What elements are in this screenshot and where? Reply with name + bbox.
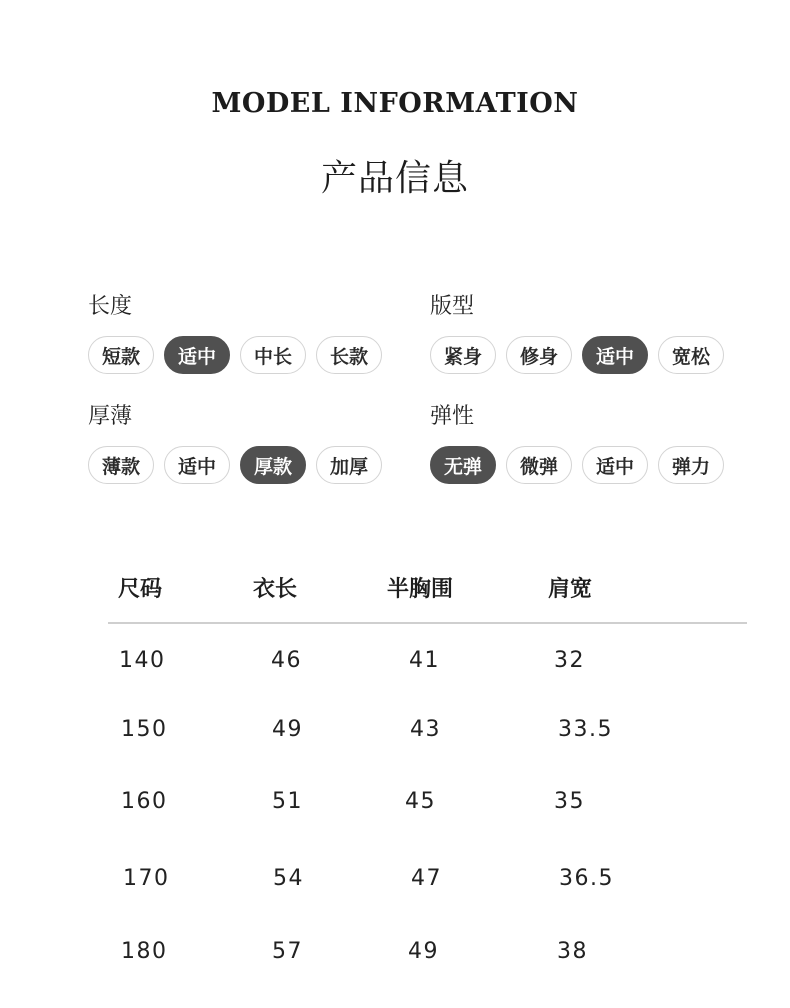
option-no-stretch[interactable]: 无弹 — [430, 446, 496, 484]
attr-thickness — [88, 402, 392, 484]
table-cell: 45 — [405, 789, 436, 814]
attr-thickness-label: 厚薄 — [88, 404, 133, 429]
table-cell: 32 — [554, 648, 585, 673]
table-cell: 49 — [272, 717, 303, 742]
option-loose[interactable]: 宽松 — [658, 336, 724, 374]
attr-elasticity — [430, 402, 734, 484]
table-cell: 57 — [272, 939, 303, 964]
table-cell: 35 — [554, 789, 585, 814]
title-chinese: 产品信息 — [320, 158, 469, 199]
table-cell: 38 — [557, 939, 588, 964]
attr-elasticity-label: 弹性 — [430, 404, 475, 429]
option-moderate[interactable]: 适中 — [164, 336, 230, 374]
table-cell: 36.5 — [559, 866, 614, 891]
table-cell: 180 — [121, 939, 168, 964]
option-tight[interactable]: 紧身 — [430, 336, 496, 374]
table-cell: 170 — [123, 866, 170, 891]
table-cell: 51 — [272, 789, 303, 814]
option-thick[interactable]: 厚款 — [240, 446, 306, 484]
table-divider — [108, 622, 747, 624]
attr-fit-label: 版型 — [430, 294, 475, 319]
table-cell: 33.5 — [558, 717, 613, 742]
table-cell: 43 — [410, 717, 441, 742]
table-cell: 54 — [273, 866, 304, 891]
table-header-shoulder: 肩宽 — [548, 577, 593, 602]
option-short[interactable]: 短款 — [88, 336, 154, 374]
table-cell: 47 — [411, 866, 442, 891]
table-cell: 150 — [121, 717, 168, 742]
table-header-size: 尺码 — [118, 577, 163, 602]
attr-length-options — [88, 336, 392, 374]
option-long[interactable]: 长款 — [316, 336, 382, 374]
title-english: MODEL INFORMATION — [211, 88, 579, 119]
table-cell: 49 — [408, 939, 439, 964]
table-header-length: 衣长 — [253, 577, 298, 602]
option-extra-thick[interactable]: 加厚 — [316, 446, 382, 484]
table-cell: 160 — [121, 789, 168, 814]
option-stretchy[interactable]: 弹力 — [658, 446, 724, 484]
attr-fit-options — [430, 336, 734, 374]
table-cell: 46 — [271, 648, 302, 673]
table-header-half-chest: 半胸围 — [387, 577, 454, 602]
attr-fit — [430, 292, 734, 374]
option-slight-stretch[interactable]: 微弹 — [506, 446, 572, 484]
table-cell: 140 — [119, 648, 166, 673]
attr-elasticity-options — [430, 446, 734, 484]
option-slim[interactable]: 修身 — [506, 336, 572, 374]
option-moderate-stretch[interactable]: 适中 — [582, 446, 648, 484]
option-regular[interactable]: 适中 — [582, 336, 648, 374]
option-thin[interactable]: 薄款 — [88, 446, 154, 484]
option-mid-long[interactable]: 中长 — [240, 336, 306, 374]
attr-thickness-options — [88, 446, 392, 484]
table-cell: 41 — [409, 648, 440, 673]
attr-length — [88, 292, 392, 374]
attr-length-label: 长度 — [88, 294, 133, 319]
option-medium[interactable]: 适中 — [164, 446, 230, 484]
